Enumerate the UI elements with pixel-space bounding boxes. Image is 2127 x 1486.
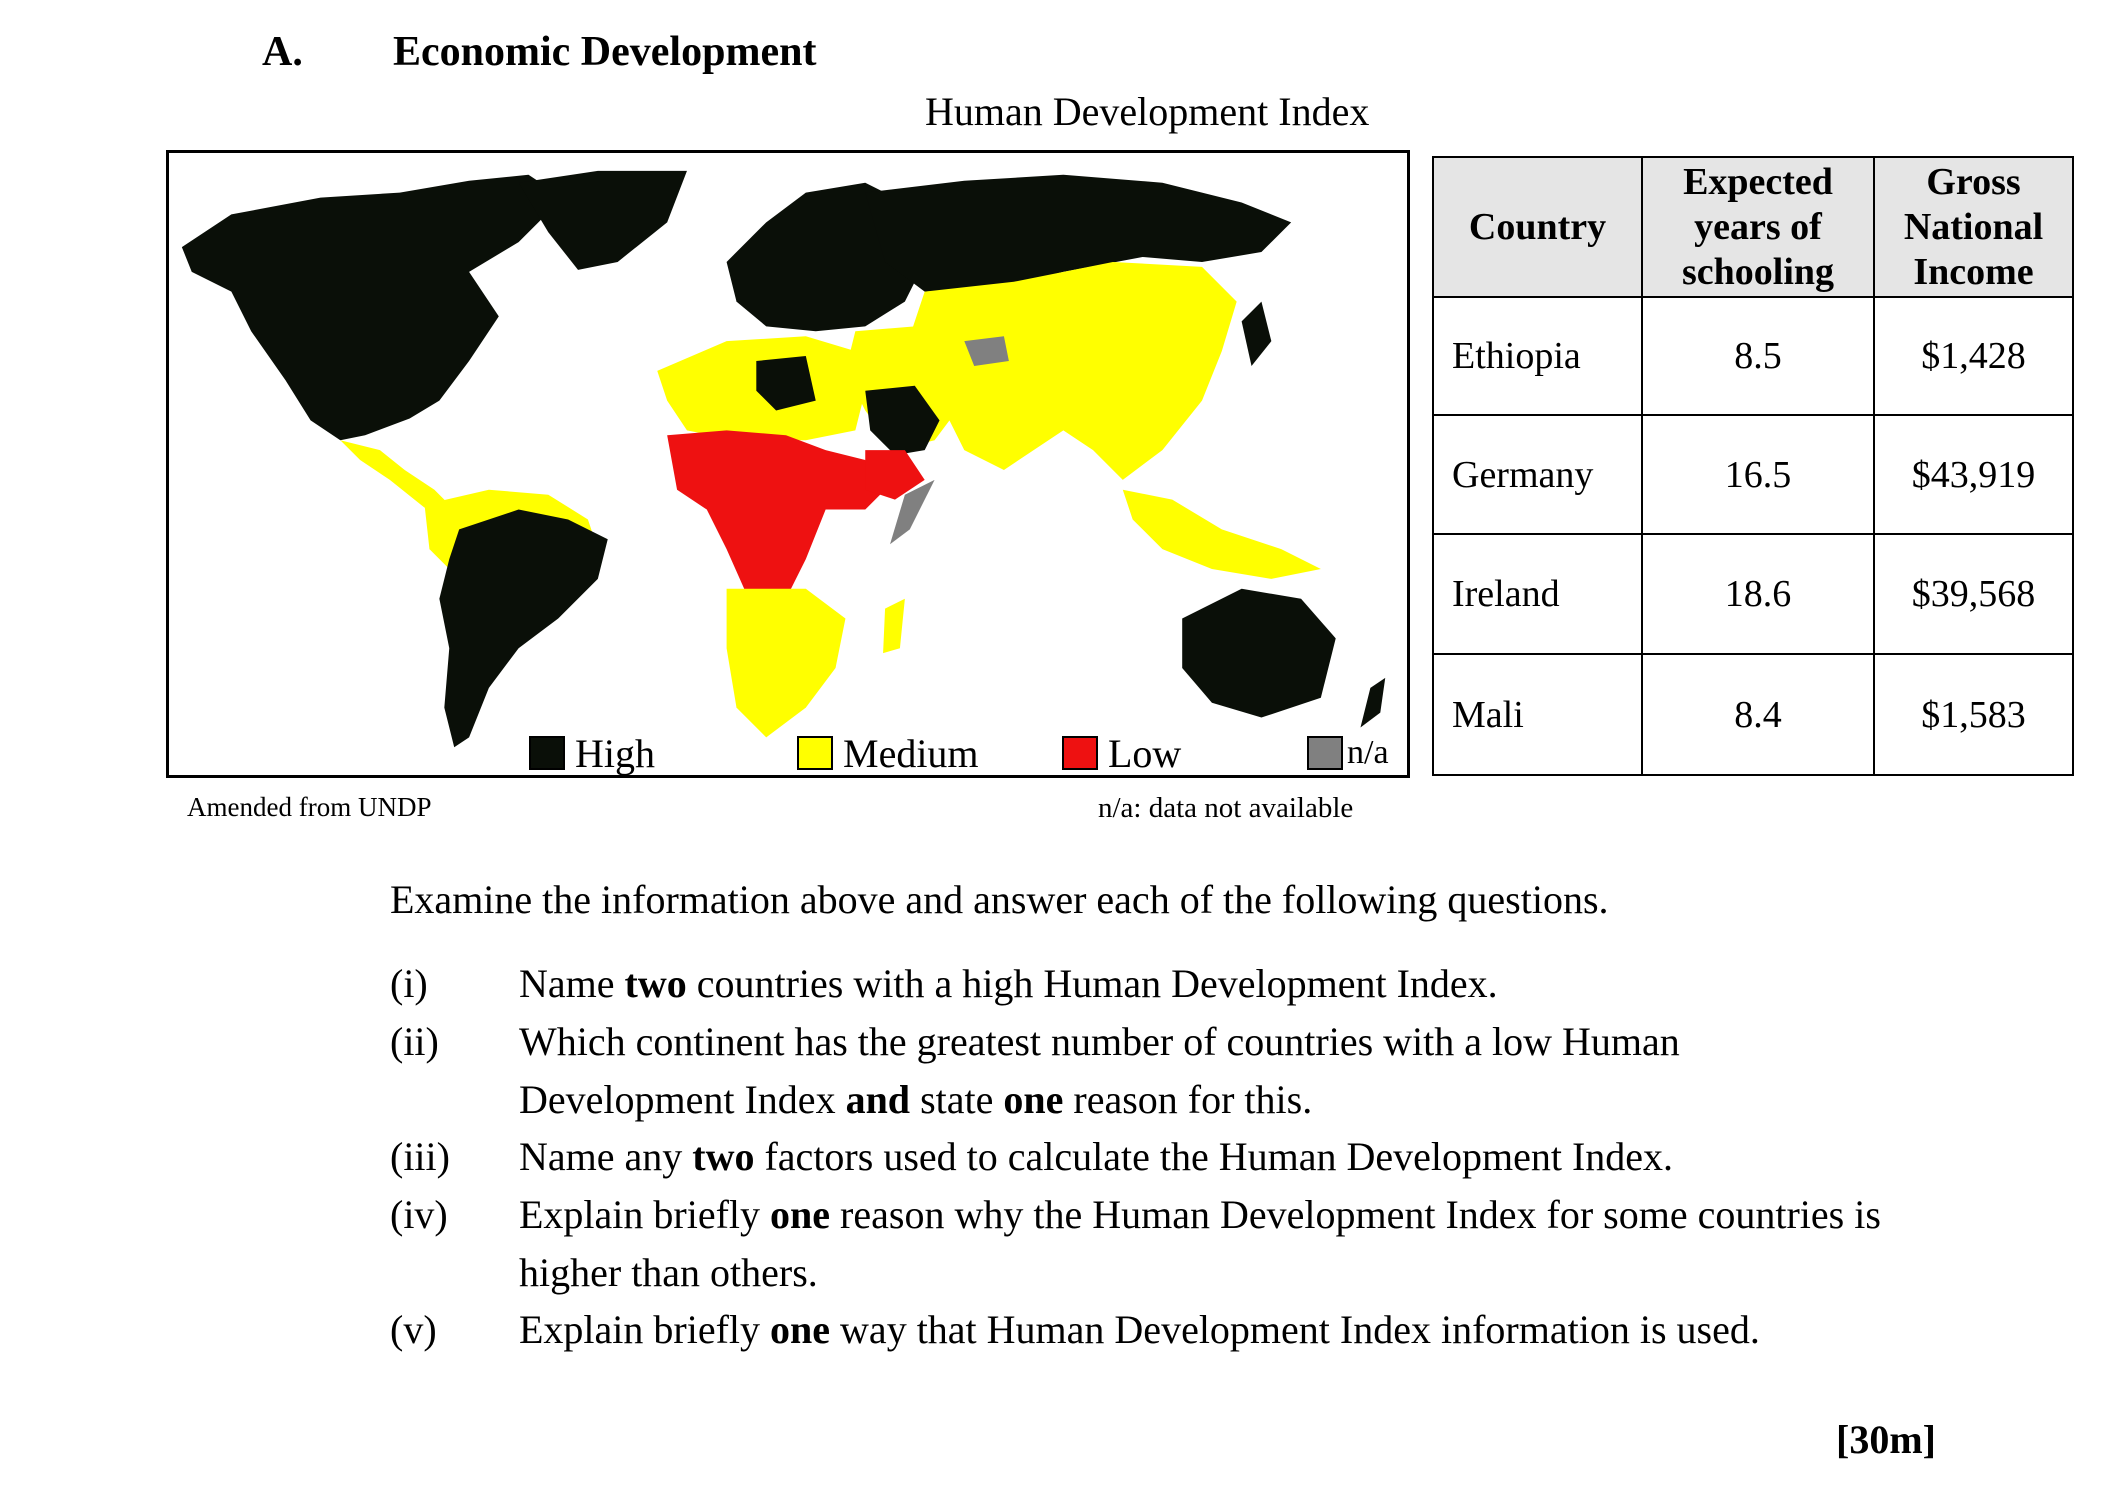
table-row [1433, 297, 2073, 415]
emphasis-text: one [770, 1192, 831, 1237]
cell-gni: $43,919 [1874, 415, 2073, 533]
question-number: (iii) [390, 1134, 450, 1179]
question-text-segment: Which continent has the greatest number of countries with a low Human Development Index [519, 1019, 1680, 1122]
legend-swatch-na [1307, 736, 1343, 770]
southeast-asia-shape [1123, 490, 1321, 579]
question-text-segment: Explain briefly [519, 1307, 771, 1352]
question-number: (iv) [390, 1192, 448, 1237]
table-row [1433, 654, 2073, 775]
legend-label-low: Low [1108, 730, 1182, 776]
north-america-shape [182, 175, 563, 440]
header-country: Country [1433, 157, 1642, 297]
question-text-segment: state [910, 1077, 1004, 1122]
cell-gni: $39,568 [1874, 534, 2073, 655]
legend-high [529, 730, 655, 776]
cell-schooling: 8.4 [1642, 654, 1874, 775]
question-text [519, 1013, 1899, 1129]
legend-swatch-medium [797, 736, 833, 770]
cell-country: Ethiopia [1433, 297, 1642, 415]
cell-country: Germany [1433, 415, 1642, 533]
emphasis-text: one [770, 1307, 831, 1352]
table-row [1433, 415, 2073, 533]
map-source: Amended from UNDP [187, 792, 432, 822]
question-text [519, 1128, 2019, 1186]
emphasis-text: two [624, 961, 687, 1006]
question-text-segment: countries with a high Human Development Index. [686, 961, 1498, 1006]
legend-swatch-low [1062, 736, 1098, 770]
cell-country: Ireland [1433, 534, 1642, 655]
cell-schooling: 8.5 [1642, 297, 1874, 415]
west-central-africa-low-shape [667, 430, 885, 598]
question-text-segment: reason for this. [1063, 1077, 1313, 1122]
section-title: Economic Development [393, 29, 817, 75]
emphasis-text: two [692, 1134, 755, 1179]
hdi-world-map [166, 150, 1410, 778]
legend-label-high: High [575, 730, 655, 776]
greenland-shape [519, 171, 687, 270]
world-map-graphic [169, 153, 1407, 775]
legend-label-medium: Medium [843, 730, 979, 776]
australia-shape [1182, 589, 1336, 718]
legend-swatch-high [529, 736, 565, 770]
map-title: Human Development Index [925, 89, 1370, 134]
japan-shape [1242, 302, 1272, 366]
header-gni: Gross National Income [1874, 157, 2073, 297]
country-data-table [1432, 156, 2074, 776]
cell-gni: $1,583 [1874, 654, 2073, 775]
cell-gni: $1,428 [1874, 297, 2073, 415]
southern-africa-shape [727, 589, 846, 738]
cell-schooling: 18.6 [1642, 534, 1874, 655]
question-text-segment: Name any [519, 1134, 693, 1179]
legend-medium [797, 730, 979, 776]
central-america-shape [340, 440, 449, 507]
instructions: Examine the information above and answer each of the following questions. [390, 877, 1609, 922]
madagascar-shape [883, 599, 905, 653]
question-text-segment: reason why the Human Development Index for some countries is higher than others. [519, 1192, 1881, 1295]
question-number: (ii) [390, 1019, 439, 1064]
cell-schooling: 16.5 [1642, 415, 1874, 533]
new-zealand-shape [1360, 678, 1385, 728]
question-text [519, 955, 2019, 1013]
question-number: (v) [390, 1307, 437, 1352]
question-text-segment: Explain briefly [519, 1192, 771, 1237]
section-letter: A. [262, 29, 303, 75]
emphasis-text: and [845, 1077, 911, 1122]
legend-label-na: n/a [1347, 734, 1389, 771]
question-text [519, 1186, 1899, 1302]
question-text [519, 1301, 2019, 1359]
header-schooling: Expected years of schooling [1642, 157, 1874, 297]
table-row [1433, 534, 2073, 655]
question-number: (i) [390, 961, 428, 1006]
cell-country: Mali [1433, 654, 1642, 775]
emphasis-text: one [1003, 1077, 1064, 1122]
marks-total: [30m] [1836, 1417, 1936, 1462]
south-america-high-shape [439, 510, 607, 748]
question-text-segment: factors used to calculate the Human Development Index. [754, 1134, 1674, 1179]
na-note: n/a: data not available [1098, 792, 1354, 824]
question-text-segment: way that Human Development Index information is used. [830, 1307, 1760, 1352]
legend-low [1062, 730, 1182, 776]
legend-na [1307, 733, 1389, 773]
question-text-segment: Name [519, 961, 625, 1006]
